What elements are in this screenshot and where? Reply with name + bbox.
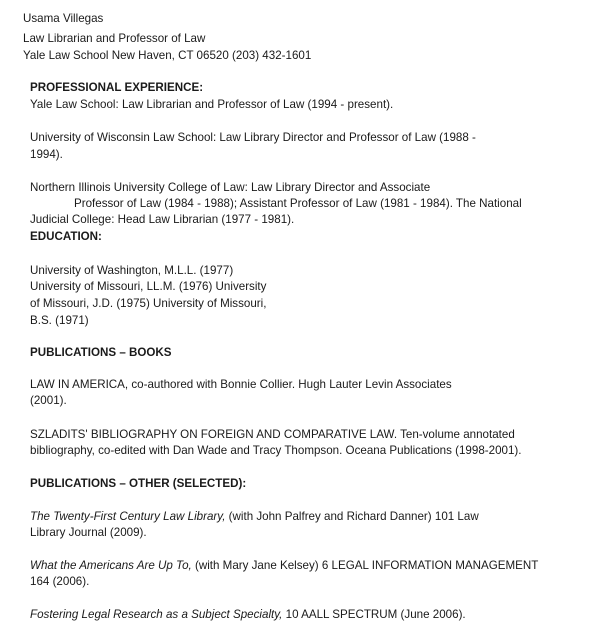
education-line: B.S. (1971) bbox=[30, 314, 89, 327]
experience-line: Northern Illinois University College of Law: Law Library Director and Associate bbox=[30, 181, 431, 194]
publication-entry bbox=[30, 558, 538, 575]
books-line: SZLADITS' BIBLIOGRAPHY ON FOREIGN AND COMPARATIVE LAW. Ten-volume annotated bbox=[30, 428, 515, 441]
other-publications-heading: PUBLICATIONS – OTHER (SELECTED): bbox=[30, 477, 247, 490]
publication-details: Library Journal (2009). bbox=[30, 526, 147, 539]
experience-line: 1994). bbox=[30, 148, 63, 161]
books-line: (2001). bbox=[30, 394, 67, 407]
publication-entry bbox=[30, 509, 479, 526]
publication-details: (with Mary Jane Kelsey) 6 LEGAL INFORMATION MANAGEMENT bbox=[191, 559, 539, 572]
experience-line: University of Wisconsin Law School: Law Library Director and Professor of Law (1988 - bbox=[30, 131, 476, 144]
publication-details: 10 AALL SPECTRUM (June 2006). bbox=[282, 608, 466, 621]
author-address: Yale Law School New Haven, CT 06520 (203) 432-1601 bbox=[23, 49, 312, 62]
experience-line: Professor of Law (1984 - 1988); Assistant Professor of Law (1981 - 1984). The National bbox=[74, 197, 522, 210]
experience-heading: PROFESSIONAL EXPERIENCE: bbox=[30, 81, 204, 94]
education-line: University of Washington, M.L.L. (1977) bbox=[30, 264, 234, 277]
books-line: LAW IN AMERICA, co-authored with Bonnie Collier. Hugh Lauter Levin Associates bbox=[30, 378, 452, 391]
education-line: of Missouri, J.D. (1975) University of Missouri, bbox=[30, 297, 267, 310]
education-line: University of Missouri, LL.M. (1976) University bbox=[30, 280, 267, 293]
publication-title: What the Americans Are Up To, bbox=[30, 559, 192, 572]
experience-line: Judicial College: Head Law Librarian (1977 - 1981). bbox=[30, 213, 295, 226]
publication-entry bbox=[30, 607, 466, 624]
publication-title: The Twenty-First Century Law Library, bbox=[30, 510, 226, 523]
books-line: bibliography, co-edited with Dan Wade and Tracy Thompson. Oceana Publications (1998-2001). bbox=[30, 444, 522, 457]
publication-title: Fostering Legal Research as a Subject Specialty, bbox=[30, 608, 283, 621]
education-heading: EDUCATION: bbox=[30, 230, 102, 243]
author-title: Law Librarian and Professor of Law bbox=[23, 32, 206, 45]
books-heading: PUBLICATIONS – BOOKS bbox=[30, 346, 172, 359]
author-name: Usama Villegas bbox=[23, 12, 104, 25]
publication-details: 164 (2006). bbox=[30, 575, 90, 588]
experience-line: Yale Law School: Law Librarian and Professor of Law (1994 - present). bbox=[30, 98, 394, 111]
publication-details: (with John Palfrey and Richard Danner) 101 Law bbox=[225, 510, 479, 523]
